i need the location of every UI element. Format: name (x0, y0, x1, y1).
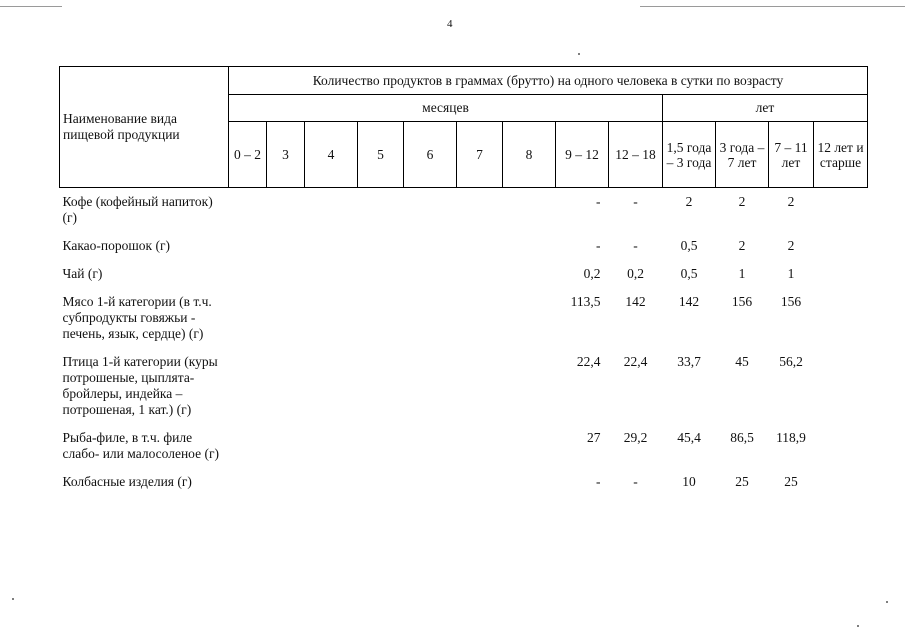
age-column-header: 9 – 12 (556, 122, 609, 188)
product-name: Рыба-филе, в т.ч. филе слабо- или малосоленое (г) (62, 430, 219, 461)
value-cell: 33,7 (677, 354, 701, 369)
value-cell: 0,5 (680, 238, 698, 253)
nutrition-table (59, 66, 868, 496)
value-cell: - (596, 194, 601, 209)
value-cell: - (596, 238, 601, 253)
empty-cells (229, 424, 556, 468)
value-cell: 25 (735, 474, 749, 489)
value-cell: 2 (787, 238, 795, 253)
product-name: Птица 1-й категории (куры потрошеные, цыплята-бройлеры, индейка – потрошеная, 1 кат.) (г) (62, 354, 218, 417)
name-column-header: Наименование вида пищевой продукции (60, 67, 229, 188)
value-cell: 45 (735, 354, 749, 369)
page-number: 4 (447, 18, 453, 30)
group-months-header: месяцев (229, 95, 663, 122)
header-row-1 (60, 67, 868, 95)
value-cell: 22,4 (576, 354, 601, 369)
value-cell: - (596, 474, 601, 489)
age-column-header: 0 – 2 (229, 122, 267, 188)
value-cell: 156 (780, 294, 802, 309)
value-cell: 56,2 (779, 354, 803, 369)
value-cell: 1 (738, 266, 746, 281)
product-name: Мясо 1-й категории (в т.ч. субпродукты говяжьи - печень, язык, сердце) (г) (62, 294, 212, 341)
table-row (60, 424, 868, 468)
empty-cells (229, 288, 556, 348)
age-column-header: 3 (267, 122, 305, 188)
value-cell: 29,2 (623, 430, 648, 445)
value-cell: - (633, 194, 638, 209)
table-row (60, 260, 868, 288)
empty-cells (229, 348, 556, 424)
scan-edge-right (640, 6, 905, 7)
value-cell: 156 (731, 294, 753, 309)
scan-speck (12, 598, 14, 600)
value-cell: 2 (787, 194, 795, 209)
value-cell: 25 (784, 474, 798, 489)
value-cell: 27 (587, 430, 601, 445)
value-cell: 0,2 (627, 266, 644, 281)
age-column-header: 1,5 года – 3 года (663, 122, 716, 188)
product-name: Колбасные изделия (г) (62, 474, 192, 489)
product-name: Чай (г) (62, 266, 103, 281)
table-row (60, 188, 868, 233)
product-name: Кофе (кофейный напиток) (г) (62, 194, 213, 225)
group-years-header: лет (663, 95, 868, 122)
empty-cells (229, 188, 556, 233)
empty-cells (229, 260, 556, 288)
age-column-header: 6 (404, 122, 457, 188)
value-cell: 10 (682, 474, 696, 489)
value-cell: 2 (738, 194, 746, 209)
table-row (60, 232, 868, 260)
value-cell: - (633, 474, 638, 489)
product-name: Какао-порошок (г) (62, 238, 170, 253)
age-column-header: 7 – 11 лет (769, 122, 814, 188)
value-cell: 0,2 (583, 266, 601, 281)
value-cell: 45,4 (677, 430, 701, 445)
value-cell: 142 (625, 294, 646, 309)
value-cell: 2 (738, 238, 746, 253)
empty-cells (229, 468, 556, 496)
value-cell: 113,5 (570, 294, 601, 309)
value-cell: 142 (678, 294, 700, 309)
empty-cells (229, 232, 556, 260)
table-row (60, 348, 868, 424)
table-row (60, 288, 868, 348)
age-column-header: 12 лет и старше (814, 122, 868, 188)
scan-edge-left (0, 6, 62, 7)
age-column-header: 7 (457, 122, 503, 188)
value-cell: - (633, 238, 638, 253)
age-column-header: 12 – 18 (609, 122, 663, 188)
value-cell: 2 (685, 194, 693, 209)
value-cell: 118,9 (776, 430, 806, 445)
age-column-header: 3 года – 7 лет (716, 122, 769, 188)
scan-speck (578, 53, 580, 55)
value-cell: 22,4 (623, 354, 648, 369)
value-cell: 86,5 (730, 430, 754, 445)
age-column-header: 4 (305, 122, 358, 188)
value-cell: 0,5 (680, 266, 698, 281)
scan-speck (857, 625, 859, 627)
quantity-header: Количество продуктов в граммах (брутто) на одного человека в сутки по возрасту (229, 67, 868, 95)
age-column-header: 5 (358, 122, 404, 188)
age-column-header: 8 (503, 122, 556, 188)
table-row (60, 468, 868, 496)
scan-speck (886, 601, 888, 603)
value-cell: 1 (787, 266, 795, 281)
